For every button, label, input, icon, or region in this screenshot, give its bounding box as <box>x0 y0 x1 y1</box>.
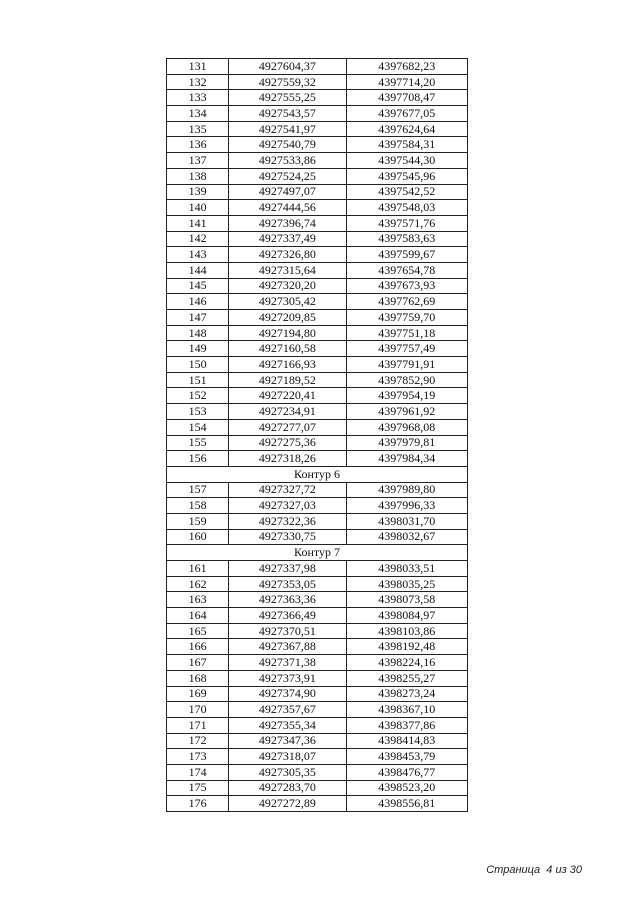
y-coordinate-cell: 4397542,52 <box>346 184 467 200</box>
table-row <box>167 357 468 373</box>
x-coordinate-cell: 4927347,36 <box>229 733 346 749</box>
table-row <box>167 74 468 90</box>
point-number-cell: 157 <box>167 482 229 498</box>
x-coordinate-cell: 4927373,91 <box>229 670 346 686</box>
x-coordinate-cell: 4927160,58 <box>229 341 346 357</box>
x-coordinate-cell: 4927194,80 <box>229 325 346 341</box>
y-coordinate-cell: 4397954,19 <box>346 388 467 404</box>
x-coordinate-cell: 4927367,88 <box>229 639 346 655</box>
y-coordinate-cell: 4398084,97 <box>346 608 467 624</box>
x-coordinate-cell: 4927559,32 <box>229 74 346 90</box>
page-total: 30 <box>569 864 582 876</box>
x-coordinate-cell: 4927524,25 <box>229 168 346 184</box>
y-coordinate-cell: 4397762,69 <box>346 294 467 310</box>
y-coordinate-cell: 4398032,67 <box>346 529 467 545</box>
point-number-cell: 136 <box>167 137 229 153</box>
x-coordinate-cell: 4927396,74 <box>229 215 346 231</box>
point-number-cell: 144 <box>167 262 229 278</box>
y-coordinate-cell: 4398255,27 <box>346 670 467 686</box>
point-number-cell: 131 <box>167 59 229 75</box>
y-coordinate-cell: 4398033,51 <box>346 561 467 577</box>
x-coordinate-cell: 4927497,07 <box>229 184 346 200</box>
point-number-cell: 175 <box>167 780 229 796</box>
y-coordinate-cell: 4398414,83 <box>346 733 467 749</box>
x-coordinate-cell: 4927330,75 <box>229 529 346 545</box>
x-coordinate-cell: 4927366,49 <box>229 608 346 624</box>
point-number-cell: 132 <box>167 74 229 90</box>
table-row <box>167 247 468 263</box>
table-row <box>167 372 468 388</box>
table-row <box>167 702 468 718</box>
table-row <box>167 733 468 749</box>
point-number-cell: 158 <box>167 498 229 514</box>
point-number-cell: 169 <box>167 686 229 702</box>
x-coordinate-cell: 4927363,36 <box>229 592 346 608</box>
table-row <box>167 294 468 310</box>
y-coordinate-cell: 4397714,20 <box>346 74 467 90</box>
point-number-cell: 139 <box>167 184 229 200</box>
x-coordinate-cell: 4927322,36 <box>229 513 346 529</box>
point-number-cell: 135 <box>167 121 229 137</box>
point-number-cell: 150 <box>167 357 229 373</box>
y-coordinate-cell: 4398273,24 <box>346 686 467 702</box>
point-number-cell: 151 <box>167 372 229 388</box>
table-row <box>167 200 468 216</box>
point-number-cell: 165 <box>167 623 229 639</box>
table-row <box>167 796 468 812</box>
table-row <box>167 608 468 624</box>
x-coordinate-cell: 4927305,42 <box>229 294 346 310</box>
table-row <box>167 498 468 514</box>
x-coordinate-cell: 4927326,80 <box>229 247 346 263</box>
table-row <box>167 419 468 435</box>
table-row <box>167 561 468 577</box>
y-coordinate-cell: 4397544,30 <box>346 153 467 169</box>
point-number-cell: 137 <box>167 153 229 169</box>
y-coordinate-cell: 4397751,18 <box>346 325 467 341</box>
table-row <box>167 278 468 294</box>
point-number-cell: 148 <box>167 325 229 341</box>
x-coordinate-cell: 4927315,64 <box>229 262 346 278</box>
point-number-cell: 176 <box>167 796 229 812</box>
point-number-cell: 160 <box>167 529 229 545</box>
x-coordinate-cell: 4927318,07 <box>229 749 346 765</box>
x-coordinate-cell: 4927604,37 <box>229 59 346 75</box>
point-number-cell: 174 <box>167 764 229 780</box>
table-row <box>167 513 468 529</box>
x-coordinate-cell: 4927533,86 <box>229 153 346 169</box>
point-number-cell: 138 <box>167 168 229 184</box>
x-coordinate-cell: 4927357,67 <box>229 702 346 718</box>
table-row <box>167 121 468 137</box>
section-title: Контур 7 <box>167 545 468 561</box>
y-coordinate-cell: 4397599,67 <box>346 247 467 263</box>
point-number-cell: 161 <box>167 561 229 577</box>
point-number-cell: 164 <box>167 608 229 624</box>
section-header-row <box>167 466 468 482</box>
table-row <box>167 576 468 592</box>
table-row <box>167 717 468 733</box>
x-coordinate-cell: 4927327,03 <box>229 498 346 514</box>
y-coordinate-cell: 4397548,03 <box>346 200 467 216</box>
y-coordinate-cell: 4397996,33 <box>346 498 467 514</box>
table-row <box>167 749 468 765</box>
x-coordinate-cell: 4927166,93 <box>229 357 346 373</box>
table-row <box>167 325 468 341</box>
point-number-cell: 134 <box>167 106 229 122</box>
y-coordinate-cell: 4397961,92 <box>346 404 467 420</box>
y-coordinate-cell: 4397759,70 <box>346 310 467 326</box>
table-row <box>167 153 468 169</box>
point-number-cell: 155 <box>167 435 229 451</box>
x-coordinate-cell: 4927327,72 <box>229 482 346 498</box>
table-row <box>167 215 468 231</box>
point-number-cell: 152 <box>167 388 229 404</box>
page-current: 4 <box>546 864 553 876</box>
y-coordinate-cell: 4398523,20 <box>346 780 467 796</box>
y-coordinate-cell: 4397654,78 <box>346 262 467 278</box>
x-coordinate-cell: 4927209,85 <box>229 310 346 326</box>
page-label: Страница <box>486 864 541 876</box>
table-row <box>167 90 468 106</box>
y-coordinate-cell: 4397571,76 <box>346 215 467 231</box>
y-coordinate-cell: 4398367,10 <box>346 702 467 718</box>
y-coordinate-cell: 4397682,23 <box>346 59 467 75</box>
table-row <box>167 137 468 153</box>
point-number-cell: 163 <box>167 592 229 608</box>
y-coordinate-cell: 4397624,64 <box>346 121 467 137</box>
y-coordinate-cell: 4397677,05 <box>346 106 467 122</box>
table-row <box>167 59 468 75</box>
point-number-cell: 133 <box>167 90 229 106</box>
y-coordinate-cell: 4398073,58 <box>346 592 467 608</box>
y-coordinate-cell: 4398192,48 <box>346 639 467 655</box>
y-coordinate-cell: 4397583,63 <box>346 231 467 247</box>
point-number-cell: 171 <box>167 717 229 733</box>
table-row <box>167 623 468 639</box>
y-coordinate-cell: 4398224,16 <box>346 655 467 671</box>
y-coordinate-cell: 4397984,34 <box>346 451 467 467</box>
coordinates-table <box>166 58 468 812</box>
table-row <box>167 404 468 420</box>
point-number-cell: 140 <box>167 200 229 216</box>
y-coordinate-cell: 4397708,47 <box>346 90 467 106</box>
x-coordinate-cell: 4927444,56 <box>229 200 346 216</box>
point-number-cell: 167 <box>167 655 229 671</box>
table-row <box>167 451 468 467</box>
x-coordinate-cell: 4927337,49 <box>229 231 346 247</box>
x-coordinate-cell: 4927337,98 <box>229 561 346 577</box>
point-number-cell: 146 <box>167 294 229 310</box>
y-coordinate-cell: 4397545,96 <box>346 168 467 184</box>
x-coordinate-cell: 4927555,25 <box>229 90 346 106</box>
table-row <box>167 341 468 357</box>
page-separator: из <box>555 864 567 876</box>
x-coordinate-cell: 4927353,05 <box>229 576 346 592</box>
x-coordinate-cell: 4927543,57 <box>229 106 346 122</box>
y-coordinate-cell: 4398035,25 <box>346 576 467 592</box>
table-row <box>167 529 468 545</box>
y-coordinate-cell: 4398476,77 <box>346 764 467 780</box>
table-row <box>167 655 468 671</box>
point-number-cell: 141 <box>167 215 229 231</box>
y-coordinate-cell: 4398556,81 <box>346 796 467 812</box>
y-coordinate-cell: 4397979,81 <box>346 435 467 451</box>
point-number-cell: 149 <box>167 341 229 357</box>
point-number-cell: 145 <box>167 278 229 294</box>
table-row <box>167 310 468 326</box>
x-coordinate-cell: 4927275,36 <box>229 435 346 451</box>
table-row <box>167 764 468 780</box>
x-coordinate-cell: 4927189,52 <box>229 372 346 388</box>
x-coordinate-cell: 4927277,07 <box>229 419 346 435</box>
page-footer <box>486 864 582 876</box>
x-coordinate-cell: 4927272,89 <box>229 796 346 812</box>
x-coordinate-cell: 4927283,70 <box>229 780 346 796</box>
x-coordinate-cell: 4927374,90 <box>229 686 346 702</box>
y-coordinate-cell: 4397673,93 <box>346 278 467 294</box>
point-number-cell: 159 <box>167 513 229 529</box>
point-number-cell: 143 <box>167 247 229 263</box>
table-row <box>167 388 468 404</box>
table-row <box>167 670 468 686</box>
table-row <box>167 686 468 702</box>
x-coordinate-cell: 4927355,34 <box>229 717 346 733</box>
x-coordinate-cell: 4927370,51 <box>229 623 346 639</box>
y-coordinate-cell: 4398031,70 <box>346 513 467 529</box>
point-number-cell: 170 <box>167 702 229 718</box>
point-number-cell: 142 <box>167 231 229 247</box>
x-coordinate-cell: 4927371,38 <box>229 655 346 671</box>
table-row <box>167 262 468 278</box>
table-row <box>167 106 468 122</box>
section-header-row <box>167 545 468 561</box>
y-coordinate-cell: 4397584,31 <box>346 137 467 153</box>
y-coordinate-cell: 4398377,86 <box>346 717 467 733</box>
point-number-cell: 173 <box>167 749 229 765</box>
point-number-cell: 168 <box>167 670 229 686</box>
x-coordinate-cell: 4927220,41 <box>229 388 346 404</box>
y-coordinate-cell: 4397989,80 <box>346 482 467 498</box>
x-coordinate-cell: 4927234,91 <box>229 404 346 420</box>
table-row <box>167 639 468 655</box>
table-row <box>167 780 468 796</box>
point-number-cell: 154 <box>167 419 229 435</box>
table-row <box>167 231 468 247</box>
y-coordinate-cell: 4397968,08 <box>346 419 467 435</box>
y-coordinate-cell: 4397852,90 <box>346 372 467 388</box>
point-number-cell: 153 <box>167 404 229 420</box>
table-row <box>167 168 468 184</box>
x-coordinate-cell: 4927305,35 <box>229 764 346 780</box>
point-number-cell: 172 <box>167 733 229 749</box>
x-coordinate-cell: 4927320,20 <box>229 278 346 294</box>
point-number-cell: 162 <box>167 576 229 592</box>
point-number-cell: 156 <box>167 451 229 467</box>
y-coordinate-cell: 4398453,79 <box>346 749 467 765</box>
coordinates-table-body <box>167 59 468 812</box>
y-coordinate-cell: 4397791,91 <box>346 357 467 373</box>
table-row <box>167 184 468 200</box>
table-row <box>167 482 468 498</box>
point-number-cell: 166 <box>167 639 229 655</box>
table-row <box>167 435 468 451</box>
y-coordinate-cell: 4398103,86 <box>346 623 467 639</box>
y-coordinate-cell: 4397757,49 <box>346 341 467 357</box>
table-row <box>167 592 468 608</box>
section-title: Контур 6 <box>167 466 468 482</box>
point-number-cell: 147 <box>167 310 229 326</box>
x-coordinate-cell: 4927318,26 <box>229 451 346 467</box>
x-coordinate-cell: 4927540,79 <box>229 137 346 153</box>
x-coordinate-cell: 4927541,97 <box>229 121 346 137</box>
